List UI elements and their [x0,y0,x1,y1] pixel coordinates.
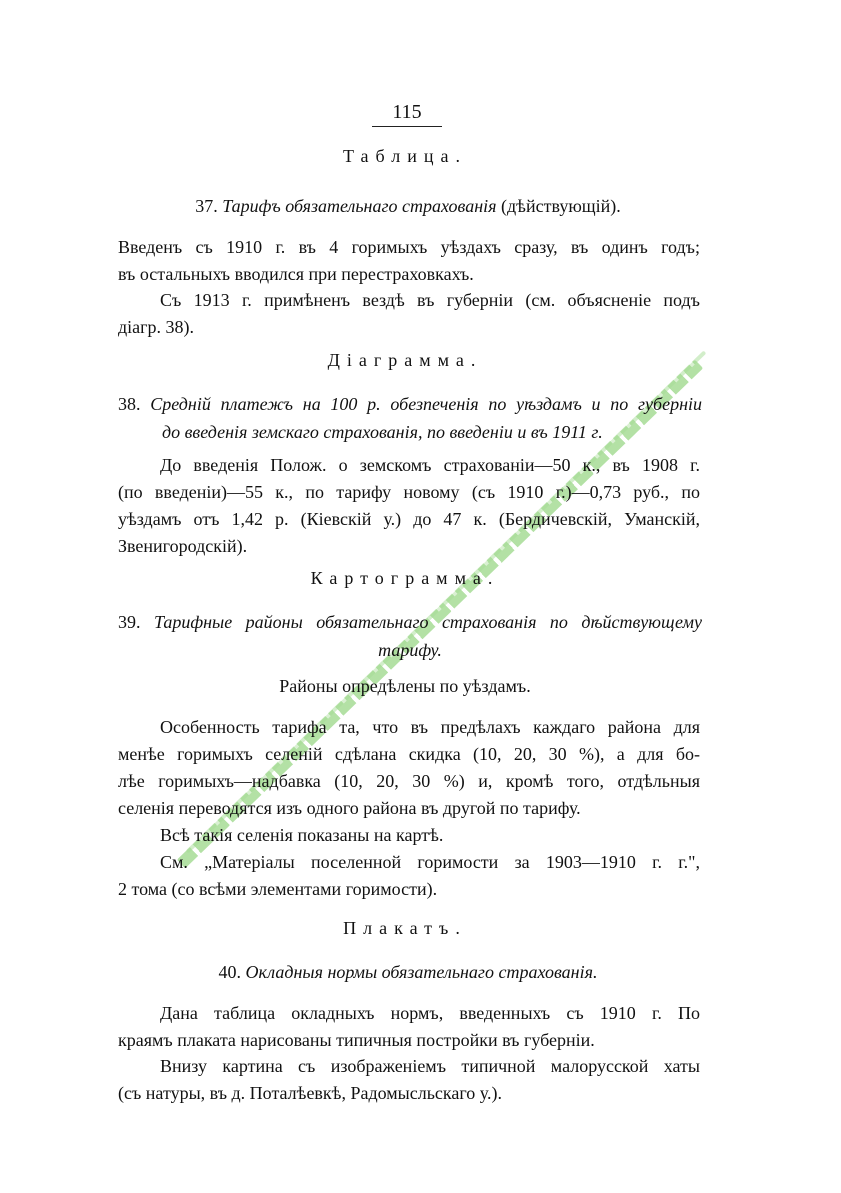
text-line: менѣе горимыхъ селеній сдѣлана скидка (10, 20, 30 %), а для бо- [118,744,700,764]
text-line: уѣздамъ отъ 1,42 р. (Кіевскій у.) до 47 к. (Бердичевскій, Уманскій, [118,509,700,529]
paragraph-40-2 [118,1053,700,1107]
text-line: 2 тома (со всѣми элементами горимости). [118,879,438,899]
text-line: селенія переводятся изъ одного района въ другой по тарифу. [118,798,581,818]
text-line: лѣе горимыхъ—надбавка (10, 20, 30 %) и, кромѣ того, отдѣльныя [118,771,700,791]
entry-title-line: тарифу. [378,640,442,660]
text-line: Звенигородскій). [118,536,248,556]
paragraph-40-1 [118,1000,700,1054]
text-line: См. „Матеріалы поселенной горимости за 1903—1910 г. г.", [160,852,700,872]
entry-number: 39. [118,612,141,632]
subtitle-regions: Районы опредѣлены по уѣздамъ. [279,676,531,696]
text-line: въ остальныхъ вводился при перестраховкахъ. [118,264,474,284]
heading-cartogram: Картограмма. [310,568,500,588]
text-line: Съ 1913 г. примѣненъ вездѣ въ губерніи (см. объясненіе подъ [160,290,700,310]
text-line: Введенъ съ 1910 г. въ 4 горимыхъ уѣздахъ сразу, въ одинъ годъ; [118,237,700,257]
paragraph-37-1 [118,234,700,288]
entry-note: (дѣйствующій). [501,196,621,216]
paragraph-39-2 [118,822,700,849]
entry-37-title [118,192,698,220]
text-line: Особенность тарифа та, что въ предѣлахъ каждаго района для [160,717,700,737]
text-line: (съ натуры, въ д. Поталѣевкѣ, Радомысльскаго у.). [118,1083,503,1103]
text-line: Всѣ такія селенія показаны на картѣ. [160,825,444,845]
entry-title: Окладныя нормы обязательнаго страхованія. [245,962,598,982]
entry-title: Тарифъ обязательнаго страхованія [222,196,497,216]
text-line: (по введеніи)—55 к., по тарифу новому (съ 1910 г.)—0,73 руб., по [118,482,700,502]
entry-number: 40. [218,962,242,982]
heading-table: Таблица. [343,146,467,166]
paragraph-37-2 [118,287,700,341]
text-line: Внизу картина съ изображеніемъ типичной малорусской хаты [160,1056,700,1076]
entry-38-title [118,390,702,446]
heading-poster: Плакатъ. [343,918,467,938]
text-line: краямъ плаката нарисованы типичныя постройки въ губерніи. [118,1030,595,1050]
entry-number: 37. [195,196,218,216]
page-number: 115 [372,100,442,127]
entry-39-title [118,608,702,664]
text-line: Дана таблица окладныхъ нормъ, введенныхъ съ 1910 г. По [160,1003,700,1023]
heading-diagram: Діаграмма. [327,350,483,370]
text-line: діагр. 38). [118,317,195,337]
entry-number: 38. [118,394,141,414]
entry-title-line: Средній платежъ на 100 р. обезпеченія по уѣздамъ и по губерніи [150,394,703,414]
entry-title-line: до введенія земскаго страхованія, по введеніи и въ 1911 г. [162,422,603,442]
text-line: До введенія Полож. о земскомъ страхованіи—50 к., въ 1908 г. [160,455,700,475]
entry-title-line: Тарифные районы обязательнаго страхованія по дѣйствующему [153,612,703,632]
paragraph-39-3 [118,849,700,903]
entry-40-title [118,958,698,986]
paragraph-38 [118,452,700,560]
paragraph-39-1 [118,714,700,822]
